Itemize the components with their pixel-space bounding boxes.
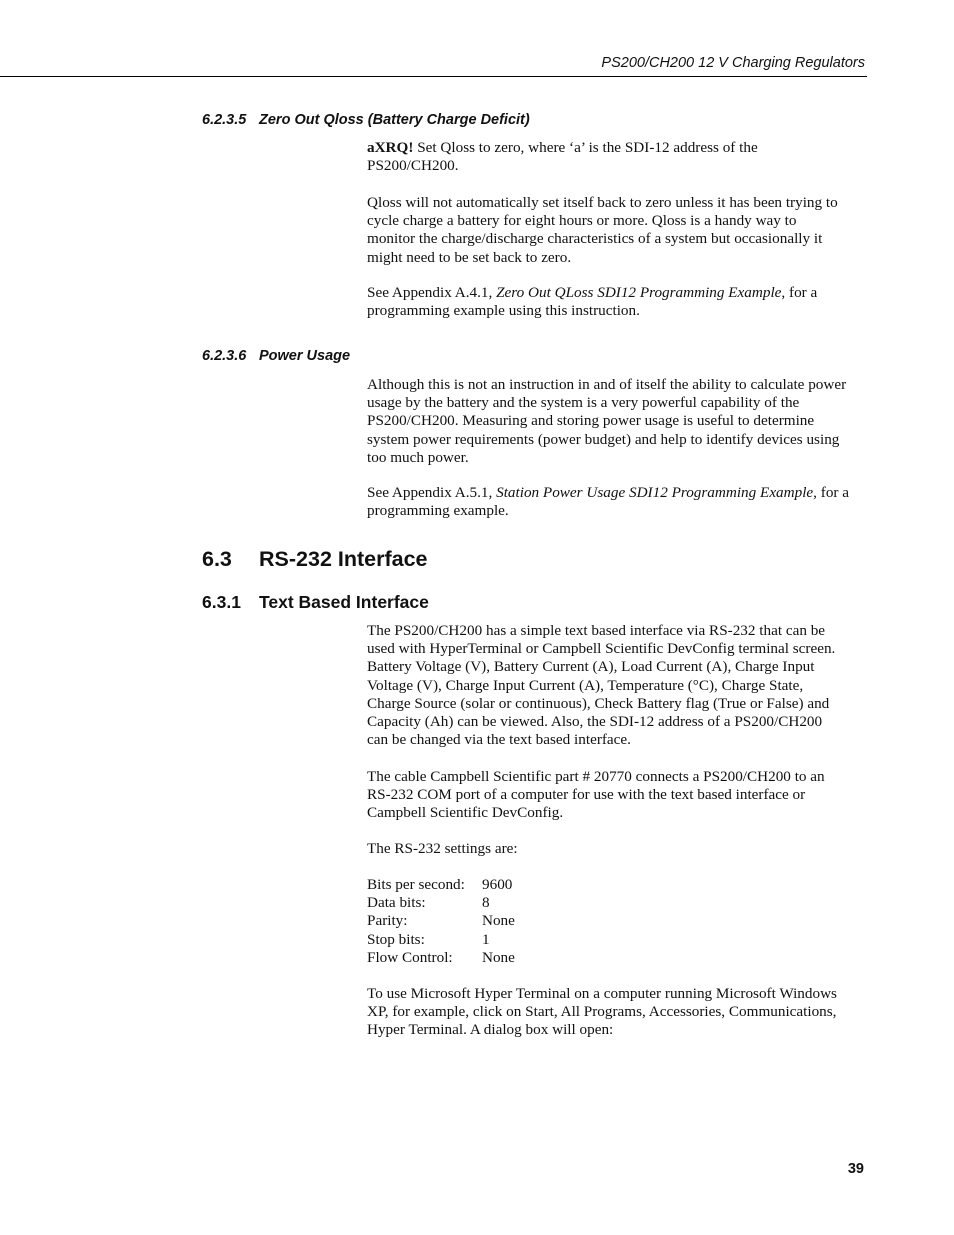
heading-number: 6.3.1 bbox=[202, 592, 241, 612]
text-line: Qloss will not automatically set itself back to zero unless it has been trying to bbox=[367, 194, 838, 211]
text-line: programming example. bbox=[367, 502, 509, 520]
setting-label: Bits per second: bbox=[367, 876, 465, 893]
see-suffix: , for a bbox=[781, 284, 818, 301]
see-appendix-paragraph bbox=[367, 484, 867, 520]
text-line: monitor the charge/discharge characteristics of a system but occasionally it bbox=[367, 230, 823, 248]
page-number: 39 bbox=[847, 1161, 864, 1177]
heading-number: 6.2.3.5 bbox=[202, 112, 247, 128]
text-line: The PS200/CH200 has a simple text based interface via RS-232 that can be bbox=[367, 622, 826, 639]
hyperterminal-paragraph bbox=[367, 985, 867, 1040]
text-line: usage by the battery and the system is a very powerful capability of the bbox=[367, 394, 800, 412]
text-line: To use Microsoft Hyper Terminal on a computer running Microsoft Windows bbox=[367, 985, 837, 1002]
setting-label: Data bits: bbox=[367, 894, 426, 912]
text-line: Campbell Scientific DevConfig. bbox=[367, 804, 564, 822]
heading-6-3 bbox=[202, 547, 428, 572]
see-prefix: See Appendix A.4.1, bbox=[367, 284, 497, 301]
settings-row bbox=[367, 894, 515, 912]
settings-intro bbox=[367, 840, 867, 858]
text-line: PS200/CH200. bbox=[367, 157, 459, 175]
settings-row bbox=[367, 912, 515, 930]
settings-row bbox=[367, 949, 515, 967]
command-description: Set Qloss to zero, where ‘a’ is the SDI-12 address of the bbox=[413, 139, 758, 156]
setting-value: 8 bbox=[482, 894, 490, 912]
heading-number: 6.2.3.6 bbox=[202, 348, 247, 364]
text-line: The cable Campbell Scientific part # 20770 connects a PS200/CH200 to an bbox=[367, 768, 825, 785]
running-header: PS200/CH200 12 V Charging Regulators bbox=[601, 55, 865, 71]
setting-label: Flow Control: bbox=[367, 948, 453, 966]
text-line: Charge Source (solar or continuous), Check Battery flag (True or False) and bbox=[367, 694, 830, 712]
appendix-reference: Station Power Usage SDI12 Programming Example bbox=[496, 484, 814, 501]
text-line: system power requirements (power budget) and help to identify devices using bbox=[367, 430, 840, 448]
setting-value: None bbox=[482, 948, 515, 966]
settings-row bbox=[367, 876, 515, 894]
heading-6-2-3-6 bbox=[202, 348, 350, 364]
text-line: RS-232 COM port of a computer for use with the text based interface or bbox=[367, 786, 806, 804]
see-prefix: See Appendix A.5.1, bbox=[367, 484, 497, 501]
setting-label: Parity: bbox=[367, 912, 408, 930]
text-line: cycle charge a battery for eight hours or more. Qloss is a handy way to bbox=[367, 212, 797, 230]
text-interface-paragraph bbox=[367, 622, 867, 749]
text-line: can be changed via the text based interface. bbox=[367, 731, 631, 749]
setting-value: 1 bbox=[482, 930, 490, 948]
text-line: Although this is not an instruction in and of itself the ability to calculate power bbox=[367, 376, 847, 393]
text-line: Hyper Terminal. A dialog box will open: bbox=[367, 1021, 614, 1039]
appendix-reference: Zero Out QLoss SDI12 Programming Example bbox=[496, 284, 782, 301]
power-usage-paragraph bbox=[367, 376, 867, 467]
text-line: programming example using this instruction. bbox=[367, 302, 640, 320]
heading-title: Zero Out Qloss (Battery Charge Deficit) bbox=[259, 112, 530, 128]
text-line: Voltage (V), Charge Input Current (A), Temperature (°C), Charge State, bbox=[367, 676, 804, 694]
text-line: might need to be set back to zero. bbox=[367, 248, 572, 266]
text-line: PS200/CH200. Measuring and storing power usage is useful to determine bbox=[367, 412, 815, 430]
see-appendix-paragraph bbox=[367, 284, 867, 320]
command-code: aXRQ! bbox=[367, 139, 414, 156]
text-line: XP, for example, click on Start, All Programs, Accessories, Communications, bbox=[367, 1003, 837, 1021]
setting-value: None bbox=[482, 912, 515, 930]
rs232-settings-list bbox=[367, 876, 515, 967]
text-line: Capacity (Ah) can be viewed. Also, the SDI-12 address of a PS200/CH200 bbox=[367, 713, 823, 731]
header-rule bbox=[0, 76, 867, 77]
heading-title: Power Usage bbox=[259, 348, 351, 364]
heading-6-2-3-5 bbox=[202, 112, 530, 128]
text-line: used with HyperTerminal or Campbell Scientific DevConfig terminal screen. bbox=[367, 640, 836, 658]
heading-6-3-1 bbox=[202, 592, 429, 613]
qloss-paragraph bbox=[367, 194, 867, 267]
heading-number: 6.3 bbox=[202, 547, 232, 571]
text-line: The RS-232 settings are: bbox=[367, 840, 518, 857]
heading-title: Text Based Interface bbox=[259, 592, 429, 612]
text-line: Battery Voltage (V), Battery Current (A), Load Current (A), Charge Input bbox=[367, 658, 815, 676]
command-paragraph bbox=[367, 139, 867, 175]
settings-row bbox=[367, 931, 515, 949]
heading-title: RS-232 Interface bbox=[259, 547, 428, 571]
cable-paragraph bbox=[367, 768, 867, 823]
text-line: too much power. bbox=[367, 448, 469, 466]
setting-value: 9600 bbox=[482, 876, 513, 893]
setting-label: Stop bits: bbox=[367, 930, 425, 948]
see-suffix: , for a bbox=[813, 484, 850, 501]
